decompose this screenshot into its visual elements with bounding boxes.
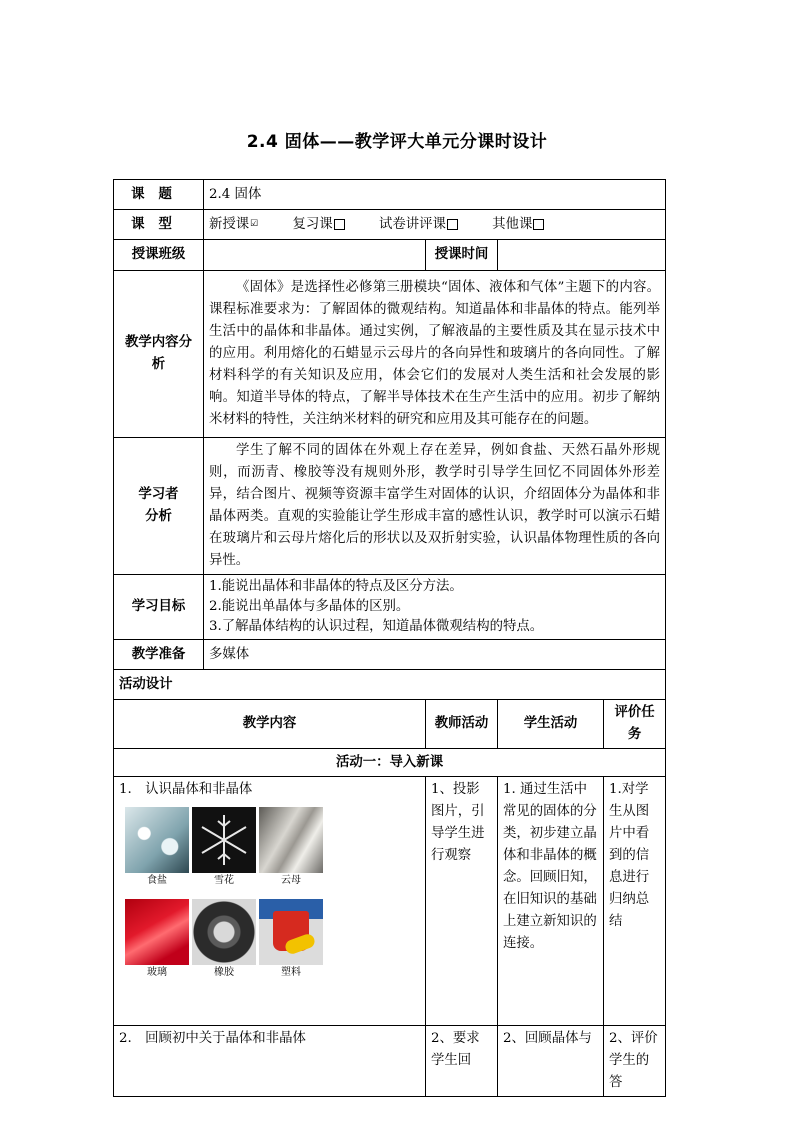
activity1-title: 活动一：导入新课: [114, 749, 666, 777]
prep-value: 多媒体: [204, 640, 666, 670]
column-header: 教学内容: [114, 700, 426, 749]
image-caption: 雪花: [214, 875, 234, 886]
activity1-item2-teacher: 2、要求学生回: [426, 1026, 498, 1097]
snowflake-icon: [192, 807, 256, 873]
learner-analysis-text: 学生了解不同的固体在外观上存在差异，例如食盐、天然石晶外形规则，而沥青、橡胶等没有规则外形，教学时引导学生回忆不同固体外形差异，结合图片、视频等资源丰富学生对固体的认识，介绍固体分为晶体和非晶体两类。直观的实验能让学生形成丰富的感性认识，教学时可以演示石蜡在玻璃片和云母片熔化后的形状以及双折射实验，认识晶体物理性质的各向异性。: [204, 438, 666, 575]
class-value: [204, 240, 426, 271]
option-exam-review-lesson[interactable]: 试卷讲评课: [379, 217, 458, 232]
row-activity-design: [114, 670, 666, 700]
activity1-item1-student: 1. 通过生活中常见的固体的分类，初步建立晶体和非晶体的概念。回顾旧知，在旧知识的基础上建立新知识的连接。: [498, 777, 604, 1026]
row-class: [114, 240, 666, 271]
activity1-item2-student: 2、回顾晶体与: [498, 1026, 604, 1097]
checkbox-icon: [447, 219, 458, 230]
plastic-toy-image: [259, 899, 323, 965]
rubber-tire-image: [192, 899, 256, 965]
glass-image: [125, 899, 189, 965]
row-activity1-item2: [114, 1026, 666, 1097]
time-value: [498, 240, 666, 271]
image-caption: 云母: [281, 875, 301, 886]
row-type: [114, 210, 666, 240]
type-options: [204, 210, 666, 240]
row-prep: [114, 640, 666, 670]
photo-grid: [125, 807, 420, 985]
activity1-item2-content: 2. 回顾初中关于晶体和非晶体: [114, 1026, 426, 1097]
row-lesson: [114, 180, 666, 210]
activity1-item1-teacher: 1、投影图片，引导学生进行观察: [426, 777, 498, 1026]
row-activity1-title: [114, 749, 666, 777]
image-caption: 塑料: [281, 967, 301, 978]
row-learner-analysis: [114, 438, 666, 575]
type-label: 课型: [114, 210, 204, 240]
column-header: 评价任务: [604, 700, 666, 749]
row-content-analysis: [114, 271, 666, 438]
image-caption: 橡胶: [214, 967, 234, 978]
checked-box-icon: ☑: [250, 218, 259, 229]
lesson-value: 2.4 固体: [204, 180, 666, 210]
activity-design-label: 活动设计: [114, 670, 666, 700]
option-review-lesson[interactable]: 复习课: [293, 217, 345, 232]
image-caption: 食盐: [147, 875, 167, 886]
lesson-design-table: [113, 179, 666, 1097]
row-activity1-item1: [114, 777, 666, 1026]
document-title: 2.4 固体——教学评大单元分课时设计: [246, 132, 548, 152]
column-header: 学生活动: [498, 700, 604, 749]
activity1-item1-evaluation: 1.对学生从图片中看到的信息进行归纳总结: [604, 777, 666, 1026]
image-caption: 玻璃: [147, 967, 167, 978]
lesson-label: 课题: [114, 180, 204, 210]
salt-image: [125, 807, 189, 873]
option-new-lesson[interactable]: 新授课☑: [209, 216, 259, 232]
content-analysis-text: 《固体》是选择性必修第三册模块“固体、液体和气体”主题下的内容。课程标准要求为：了解固体的微观结构。知道晶体和非晶体的特点。能列举生活中的晶体和非晶体。通过实例，了解液晶的主要性质及其在显示技术中的应用。利用熔化的石蜡显示云母片的各向异性和玻璃片的各向同性。了解材料科学的有关知识及应用，体会它们的发展对人类生活和社会发展的影响。知道半导体的特点，了解半导体技术在生产生活中的应用。初步了解纳米材料的特性，关注纳米材料的研究和应用及其可能存在的问题。: [204, 271, 666, 438]
mica-image: [259, 807, 323, 873]
content-analysis-label: 教学内容分析: [114, 271, 204, 438]
class-label: 授课班级: [114, 240, 204, 271]
column-header: 教师活动: [426, 700, 498, 749]
time-label: 授课时间: [426, 240, 498, 271]
learner-analysis-label: 学习者 分析: [114, 438, 204, 575]
content-title: 1. 认识晶体和非晶体: [119, 782, 253, 797]
prep-label: 教学准备: [114, 640, 204, 670]
goal-item: 1.能说出晶体和非晶体的特点及区分方法。: [209, 579, 463, 594]
checkbox-icon: [334, 219, 345, 230]
option-other-lesson[interactable]: 其他课: [492, 217, 544, 232]
goal-item: 2.能说出单晶体与多晶体的区别。: [209, 599, 410, 614]
goals-label: 学习目标: [114, 575, 204, 640]
goals-list: [204, 575, 666, 640]
goal-item: 3.了解晶体结构的认识过程，知道晶体微观结构的特点。: [209, 619, 544, 634]
column-header-row: [114, 700, 666, 749]
activity1-item1-content: [114, 777, 426, 1026]
snowflake-image: [192, 807, 256, 873]
row-goals: [114, 575, 666, 640]
checkbox-icon: [533, 219, 544, 230]
activity1-item2-evaluation: 2、评价学生的答: [604, 1026, 666, 1097]
